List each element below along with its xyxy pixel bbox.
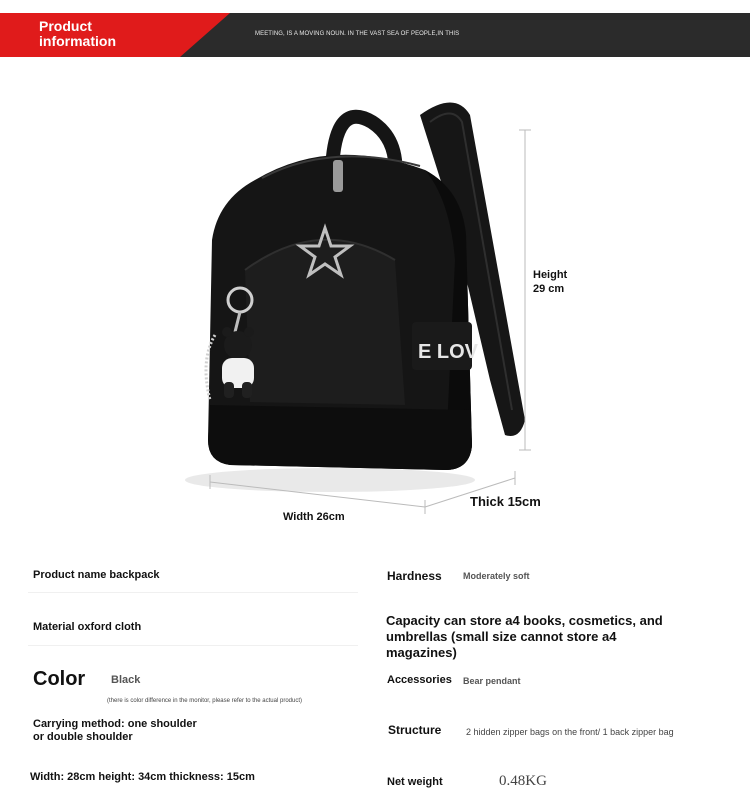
spec-hardness-value: Moderately soft (463, 571, 530, 581)
height-value: 29 cm (533, 283, 565, 295)
header-banner (0, 13, 750, 57)
spec-material: Material oxford cloth (33, 621, 142, 633)
product-image-area (0, 60, 750, 540)
spec-size: Width: 28cm height: 34cm thickness: 15cm (30, 771, 255, 783)
spec-net-weight-label: Net weight (387, 776, 443, 788)
spec-structure-value: 2 hidden zipper bags on the front/ 1 back zipper bag (466, 727, 674, 737)
height-label: Height (533, 269, 568, 281)
spec-product-name: Product name backpack (33, 569, 160, 581)
backpack-illustration (0, 60, 750, 540)
spec-hardness-label: Hardness (387, 569, 442, 583)
spec-divider (28, 645, 358, 646)
header-tagline: MEETING, IS A MOVING NOUN. IN THE VAST SEA OF PEOPLE,IN THIS (255, 31, 460, 37)
header-title: Product information (39, 18, 116, 49)
bag-strap-text: E LOV (418, 341, 479, 363)
thickness-label: Thick 15cm (470, 494, 541, 509)
spec-accessories-value: Bear pendant (463, 676, 521, 686)
spec-divider (28, 592, 358, 593)
spec-structure-label: Structure (388, 723, 442, 737)
spec-net-weight-value: 0.48KG (499, 773, 547, 789)
spec-color-label: Color (33, 668, 86, 690)
spec-color-value: Black (111, 674, 141, 686)
width-label: Width 26cm (283, 511, 345, 523)
spec-capacity: Capacity can store a4 books, cosmetics, and umbrellas (small size cannot store a4 magazines) (386, 613, 663, 660)
spec-carrying-method: Carrying method: one shoulder or double shoulder (33, 718, 197, 743)
spec-color-note: (there is color difference in the monitor, please refer to the actual product) (107, 698, 302, 704)
spec-accessories-label: Accessories (387, 674, 452, 686)
